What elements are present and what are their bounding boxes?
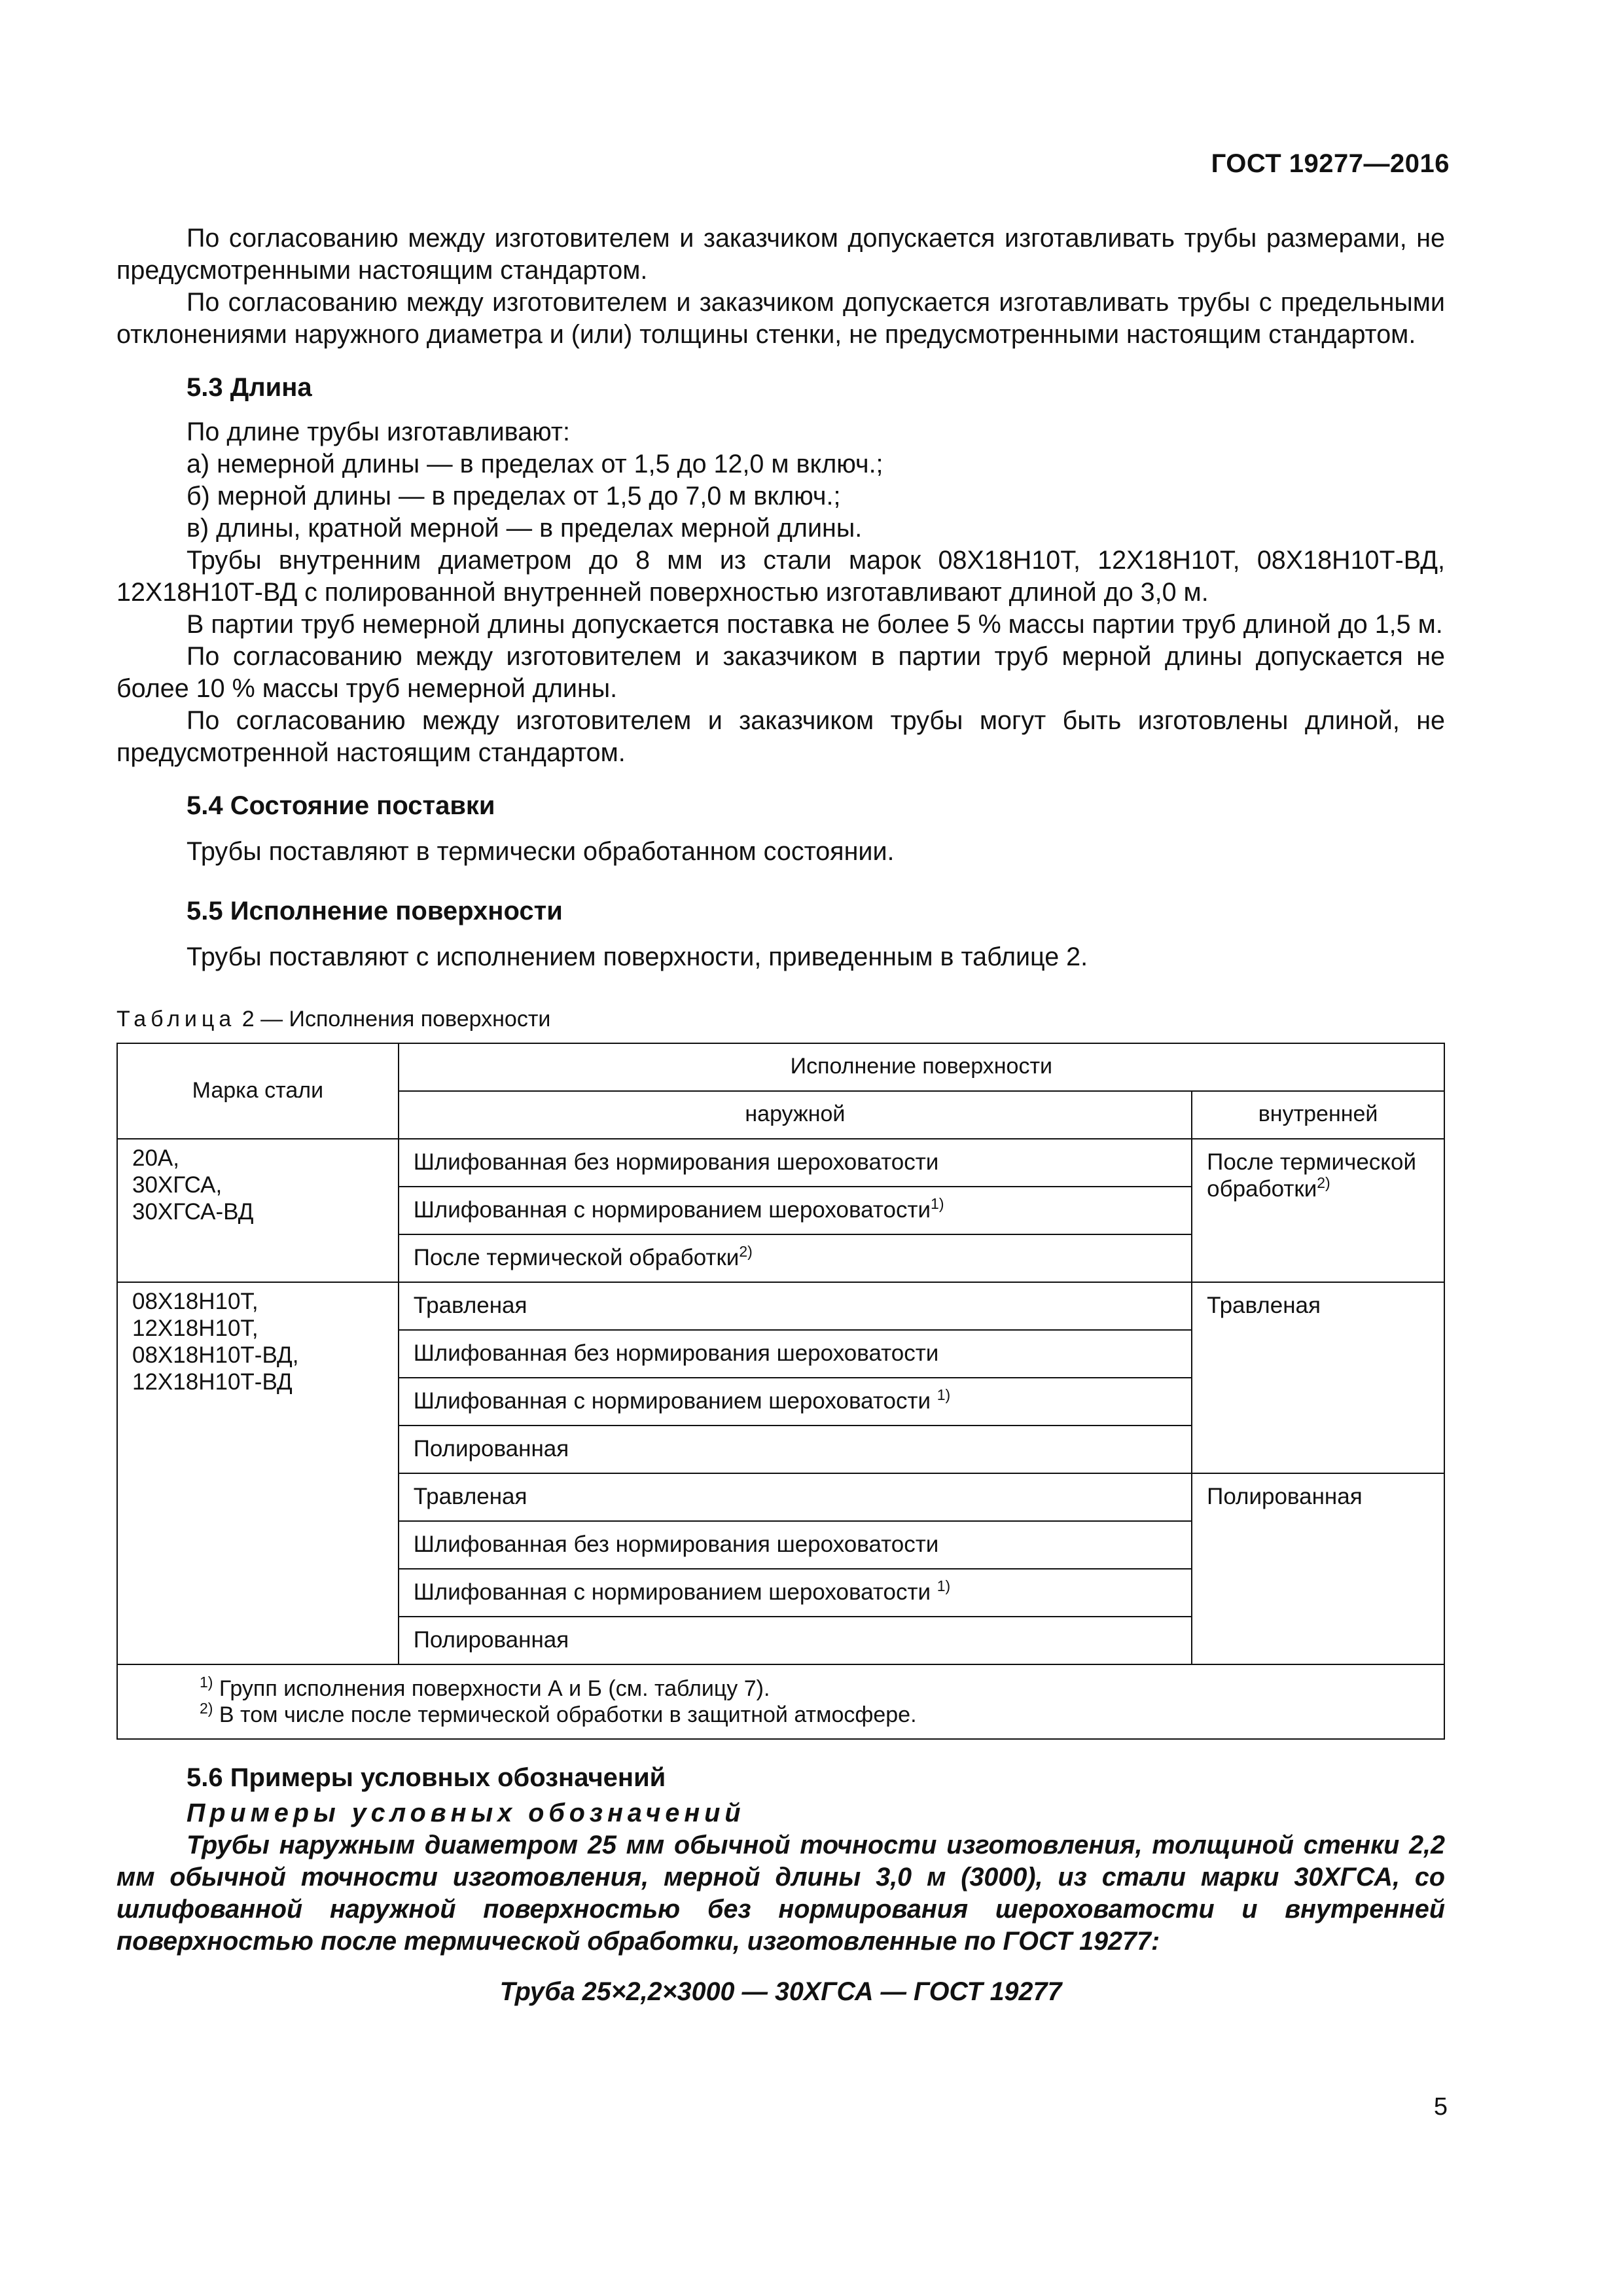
steel-grade: 08Х18Н10Т, [132, 1289, 259, 1314]
inner-finish-cell: Полированная [1192, 1473, 1444, 1664]
section-5-3-lead: По длине трубы изготавливают: [187, 418, 571, 446]
section-5-5-heading: 5.5 Исполнение поверхности [187, 897, 563, 925]
footnote-ref-1: 1) [936, 1577, 951, 1594]
header-steel-grade: Марка стали [117, 1043, 399, 1139]
outer-finish-text: После термической обработки [413, 1245, 740, 1270]
outer-finish-cell: Шлифованная без нормирования шероховатости [399, 1521, 1192, 1569]
outer-finish-cell: Травленая [399, 1282, 1192, 1330]
header-surface-finish: Исполнение поверхности [399, 1043, 1444, 1091]
outer-finish-cell: Шлифованная без нормирования шероховатости [399, 1330, 1192, 1378]
page-number: 5 [1433, 2093, 1448, 2121]
outer-finish-cell [399, 1378, 1192, 1426]
outer-finish-text: Шлифованная с нормированием шероховатости [413, 1388, 937, 1414]
table-footnotes [117, 1664, 1444, 1739]
document-header: ГОСТ 19277—2016 [1211, 149, 1450, 178]
length-item-c: в) длины, кратной мерной — в пределах мерной длины. [187, 514, 863, 543]
section-5-5-paragraph: Трубы поставляют с исполнением поверхности, приведенным в таблице 2. [187, 942, 1088, 971]
outer-finish-cell: Полированная [399, 1617, 1192, 1664]
header-inner: внутренней [1192, 1091, 1444, 1139]
outer-finish-cell: Полированная [399, 1426, 1192, 1473]
footnote-1-text: Групп исполнения поверхности А и Б (см. таблицу 7). [213, 1676, 770, 1701]
surface-table [116, 1043, 1445, 1740]
outer-finish-cell: Шлифованная без нормирования шероховатости [399, 1139, 1192, 1187]
steel-grade-group-2 [117, 1282, 399, 1664]
table-row [117, 1139, 1444, 1187]
outer-finish-cell [399, 1234, 1192, 1282]
outer-finish-text: Шлифованная с нормированием шероховатости [413, 1579, 937, 1605]
inner-finish-cell [1192, 1139, 1444, 1282]
header-outer: наружной [399, 1091, 1192, 1139]
outer-finish-text: Шлифованная с нормированием шероховатости [413, 1197, 931, 1223]
example-text: Трубы наружным диаметром 25 мм обычной точности изготовления, толщиной стенки 2,2 мм обычной точности изготовления, мерной длины 3,0 м (3000), из стали марки 30ХГСА, со шлифованной наружной поверхностью без нормирования шероховатости и внутренней поверхностью после термической обработки, изготовленные по ГОСТ 19277: [116, 1831, 1445, 1956]
inner-finish-cell: Травленая [1192, 1282, 1444, 1473]
steel-grade: 30ХГСА-ВД [132, 1199, 254, 1225]
footnote-ref-2: 2) [1317, 1174, 1330, 1191]
section-5-3-paragraph-3: В партии труб немерной длины допускается поставка не более 5 % массы партии труб длиной до 1,5 м. [187, 610, 1443, 639]
table-header-row [117, 1043, 1444, 1091]
footnote-ref-1: 1) [931, 1195, 944, 1212]
outer-finish-cell [399, 1187, 1192, 1234]
section-5-4-paragraph: Трубы поставляют в термически обработанном состоянии. [187, 837, 895, 866]
footnote-1 [200, 1676, 1429, 1702]
steel-grade: 12Х18Н10Т, [132, 1316, 259, 1341]
document-body [116, 223, 1445, 2008]
steel-grade: 12Х18Н10Т-ВД [132, 1369, 293, 1395]
length-item-a: а) немерной длины — в пределах от 1,5 до 12,0 м включ.; [187, 450, 883, 478]
footnote-ref-1: 1) [936, 1386, 951, 1403]
footnote-ref-2: 2) [739, 1243, 753, 1260]
outer-finish-cell [399, 1569, 1192, 1617]
section-5-4-heading: 5.4 Состояние поставки [187, 791, 495, 820]
inner-finish-text: После термической обработки [1207, 1149, 1417, 1202]
steel-grade-group-1 [117, 1139, 399, 1282]
length-item-b: б) мерной длины — в пределах от 1,5 до 7,0 м включ.; [187, 482, 841, 511]
section-5-3-paragraph-5: По согласованию между изготовителем и заказчиком трубы могут быть изготовлены длиной, не предусмотренной настоящим стандартом. [116, 706, 1445, 767]
example-title: Примеры условных обозначений [187, 1799, 745, 1827]
section-5-6-heading: 5.6 Примеры условных обозначений [187, 1763, 666, 1792]
footnote-2 [200, 1702, 1429, 1728]
section-5-3-paragraph-4: По согласованию между изготовителем и заказчиком в партии труб мерной длины допускается не более 10 % массы труб немерной длины. [116, 642, 1445, 703]
footnote-2-text: В том числе после термической обработки в защитной атмосфере. [213, 1702, 917, 1727]
section-5-3-paragraph-2: Трубы внутренним диаметром до 8 мм из стали марок 08Х18Н10Т, 12Х18Н10Т, 08Х18Н10Т-ВД, 12Х18Н10Т-ВД с полированной внутренней поверхностью изготавливают длиной до 3,0 м. [116, 546, 1445, 607]
intro-paragraph-1: По согласованию между изготовителем и заказчиком допускается изготавливать трубы размерами, не предусмотренными настоящим стандартом. [116, 224, 1445, 285]
table-footnotes-row [117, 1664, 1444, 1739]
section-5-3-heading: 5.3 Длина [187, 373, 312, 402]
footnote-marker-2: 2) [200, 1700, 213, 1717]
intro-paragraph-2: По согласованию между изготовителем и заказчиком допускается изготавливать трубы с предельными отклонениями наружного диаметра и (или) толщины стенки, не предусмотренными настоящим стандартом. [116, 288, 1445, 349]
table-caption-word: Таблица [116, 1007, 236, 1031]
table-2-caption [116, 1006, 1445, 1032]
example-designation: Труба 25×2,2×3000 — 30ХГСА — ГОСТ 19277 [499, 1977, 1062, 2006]
steel-grade: 20А, [132, 1145, 179, 1171]
outer-finish-cell: Травленая [399, 1473, 1192, 1521]
footnote-marker-1: 1) [200, 1674, 213, 1691]
steel-grade: 30ХГСА, [132, 1172, 223, 1198]
table-caption-text: 2 — Исполнения поверхности [236, 1007, 551, 1031]
table-row [117, 1282, 1444, 1330]
steel-grade: 08Х18Н10Т-ВД, [132, 1342, 299, 1368]
